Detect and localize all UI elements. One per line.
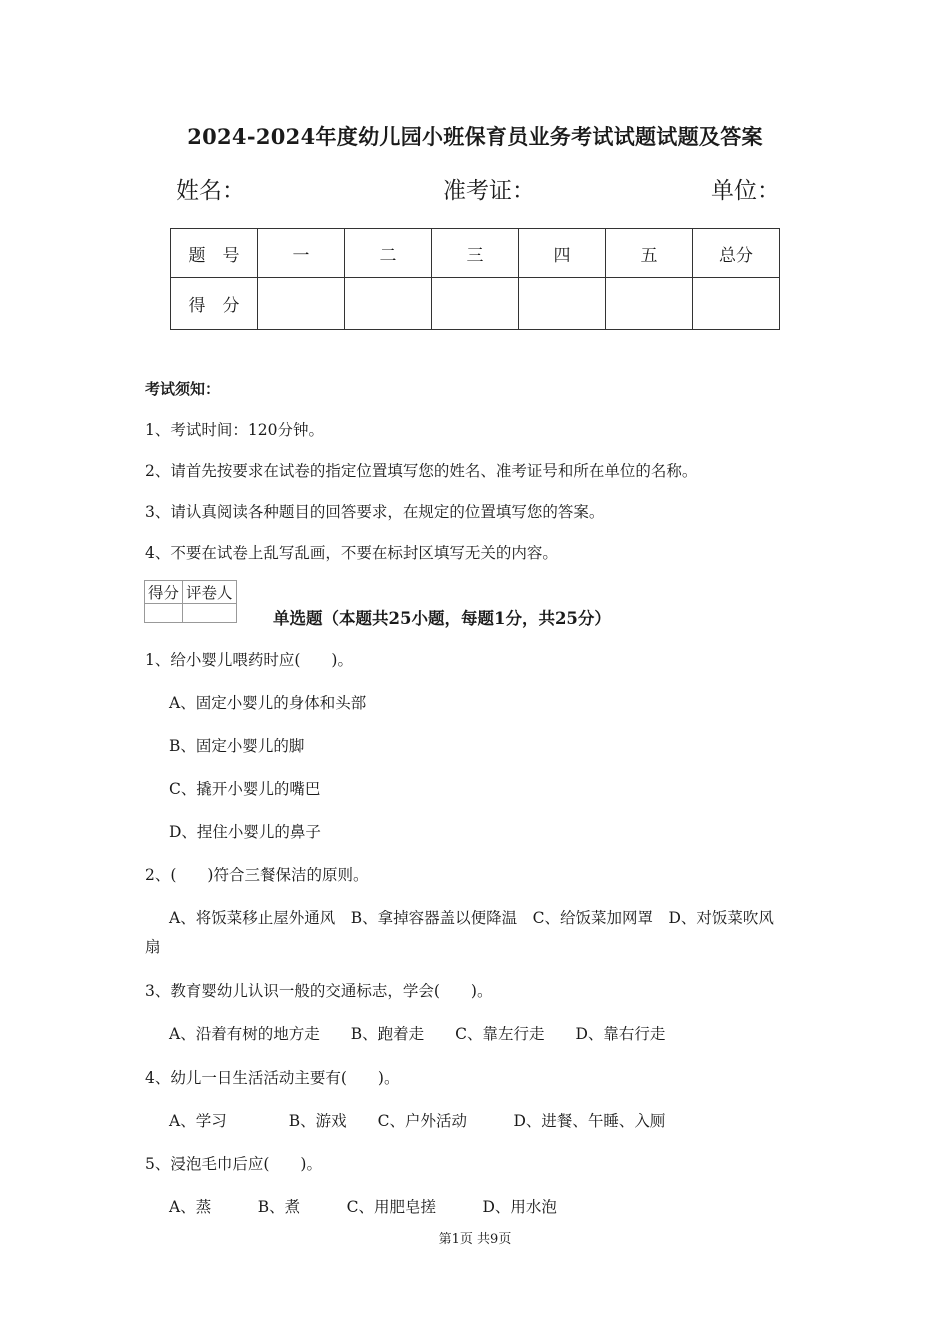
notice-item: 2、请首先按要求在试卷的指定位置填写您的姓名、准考证号和所在单位的名称。	[145, 462, 698, 480]
score-table-header: 四	[519, 229, 606, 278]
score-table-score-row	[171, 278, 780, 330]
score-table-header: 总分	[693, 229, 780, 278]
question-4-options: A、学习 B、游戏 C、户外活动 D、进餐、午睡、入厕	[169, 1112, 666, 1130]
score-cell	[606, 278, 693, 330]
score-cell	[693, 278, 780, 330]
score-table	[170, 228, 780, 330]
question-1-option-a: A、固定小婴儿的身体和头部	[169, 694, 367, 712]
question-4: 4、幼儿一日生活活动主要有( )。	[145, 1069, 400, 1087]
score-table-header: 一	[258, 229, 345, 278]
score-table-header: 二	[345, 229, 432, 278]
exam-number-field-label: 准考证：	[443, 178, 535, 204]
question-2: 2、( )符合三餐保洁的原则。	[145, 866, 369, 884]
question-1-option-b: B、固定小婴儿的脚	[169, 737, 305, 755]
question-2-options-continued: 扇	[145, 938, 161, 956]
score-cell	[432, 278, 519, 330]
grader-score-label: 得分	[145, 581, 183, 604]
notice-item: 4、不要在试卷上乱写乱画，不要在标封区填写无关的内容。	[145, 544, 558, 562]
section-title: 单选题（本题共25小题，每题1分，共25分）	[273, 609, 611, 628]
page-footer: 第1页 共9页	[438, 1232, 512, 1247]
score-table-header: 三	[432, 229, 519, 278]
grader-box	[144, 580, 237, 623]
score-table-header-row	[171, 229, 780, 278]
question-1: 1、给小婴儿喂药时应( )。	[145, 651, 353, 669]
question-3: 3、教育婴幼儿认识一般的交通标志，学会( )。	[145, 982, 493, 1000]
grader-reviewer-cell	[183, 604, 237, 623]
notice-item: 3、请认真阅读各种题目的回答要求，在规定的位置填写您的答案。	[145, 503, 605, 521]
grader-reviewer-label: 评卷人	[183, 581, 237, 604]
grader-score-cell	[145, 604, 183, 623]
score-row-label: 得 分	[171, 278, 258, 330]
question-2-options: A、将饭菜移止屋外通风 B、拿掉容器盖以便降温 C、给饭菜加网罩 D、对饭菜吹风	[169, 909, 774, 927]
question-5-options: A、蒸 B、煮 C、用肥皂搓 D、用水泡	[169, 1198, 557, 1216]
score-cell	[345, 278, 432, 330]
score-cell	[258, 278, 345, 330]
question-1-option-c: C、撬开小婴儿的嘴巴	[169, 780, 321, 798]
page-title: 2024-2024年度幼儿园小班保育员业务考试试题试题及答案	[187, 124, 763, 149]
notice-item: 1、考试时间：120分钟。	[145, 421, 324, 439]
question-3-options: A、沿着有树的地方走 B、跑着走 C、靠左行走 D、靠右行走	[169, 1025, 666, 1043]
name-field-label: 姓名：	[176, 178, 245, 204]
score-table-header: 五	[606, 229, 693, 278]
notice-heading: 考试须知：	[145, 380, 221, 398]
question-5: 5、浸泡毛巾后应( )。	[145, 1155, 322, 1173]
score-table-header: 题 号	[171, 229, 258, 278]
score-cell	[519, 278, 606, 330]
unit-field-label: 单位：	[711, 178, 780, 204]
question-1-option-d: D、捏住小婴儿的鼻子	[169, 823, 321, 841]
